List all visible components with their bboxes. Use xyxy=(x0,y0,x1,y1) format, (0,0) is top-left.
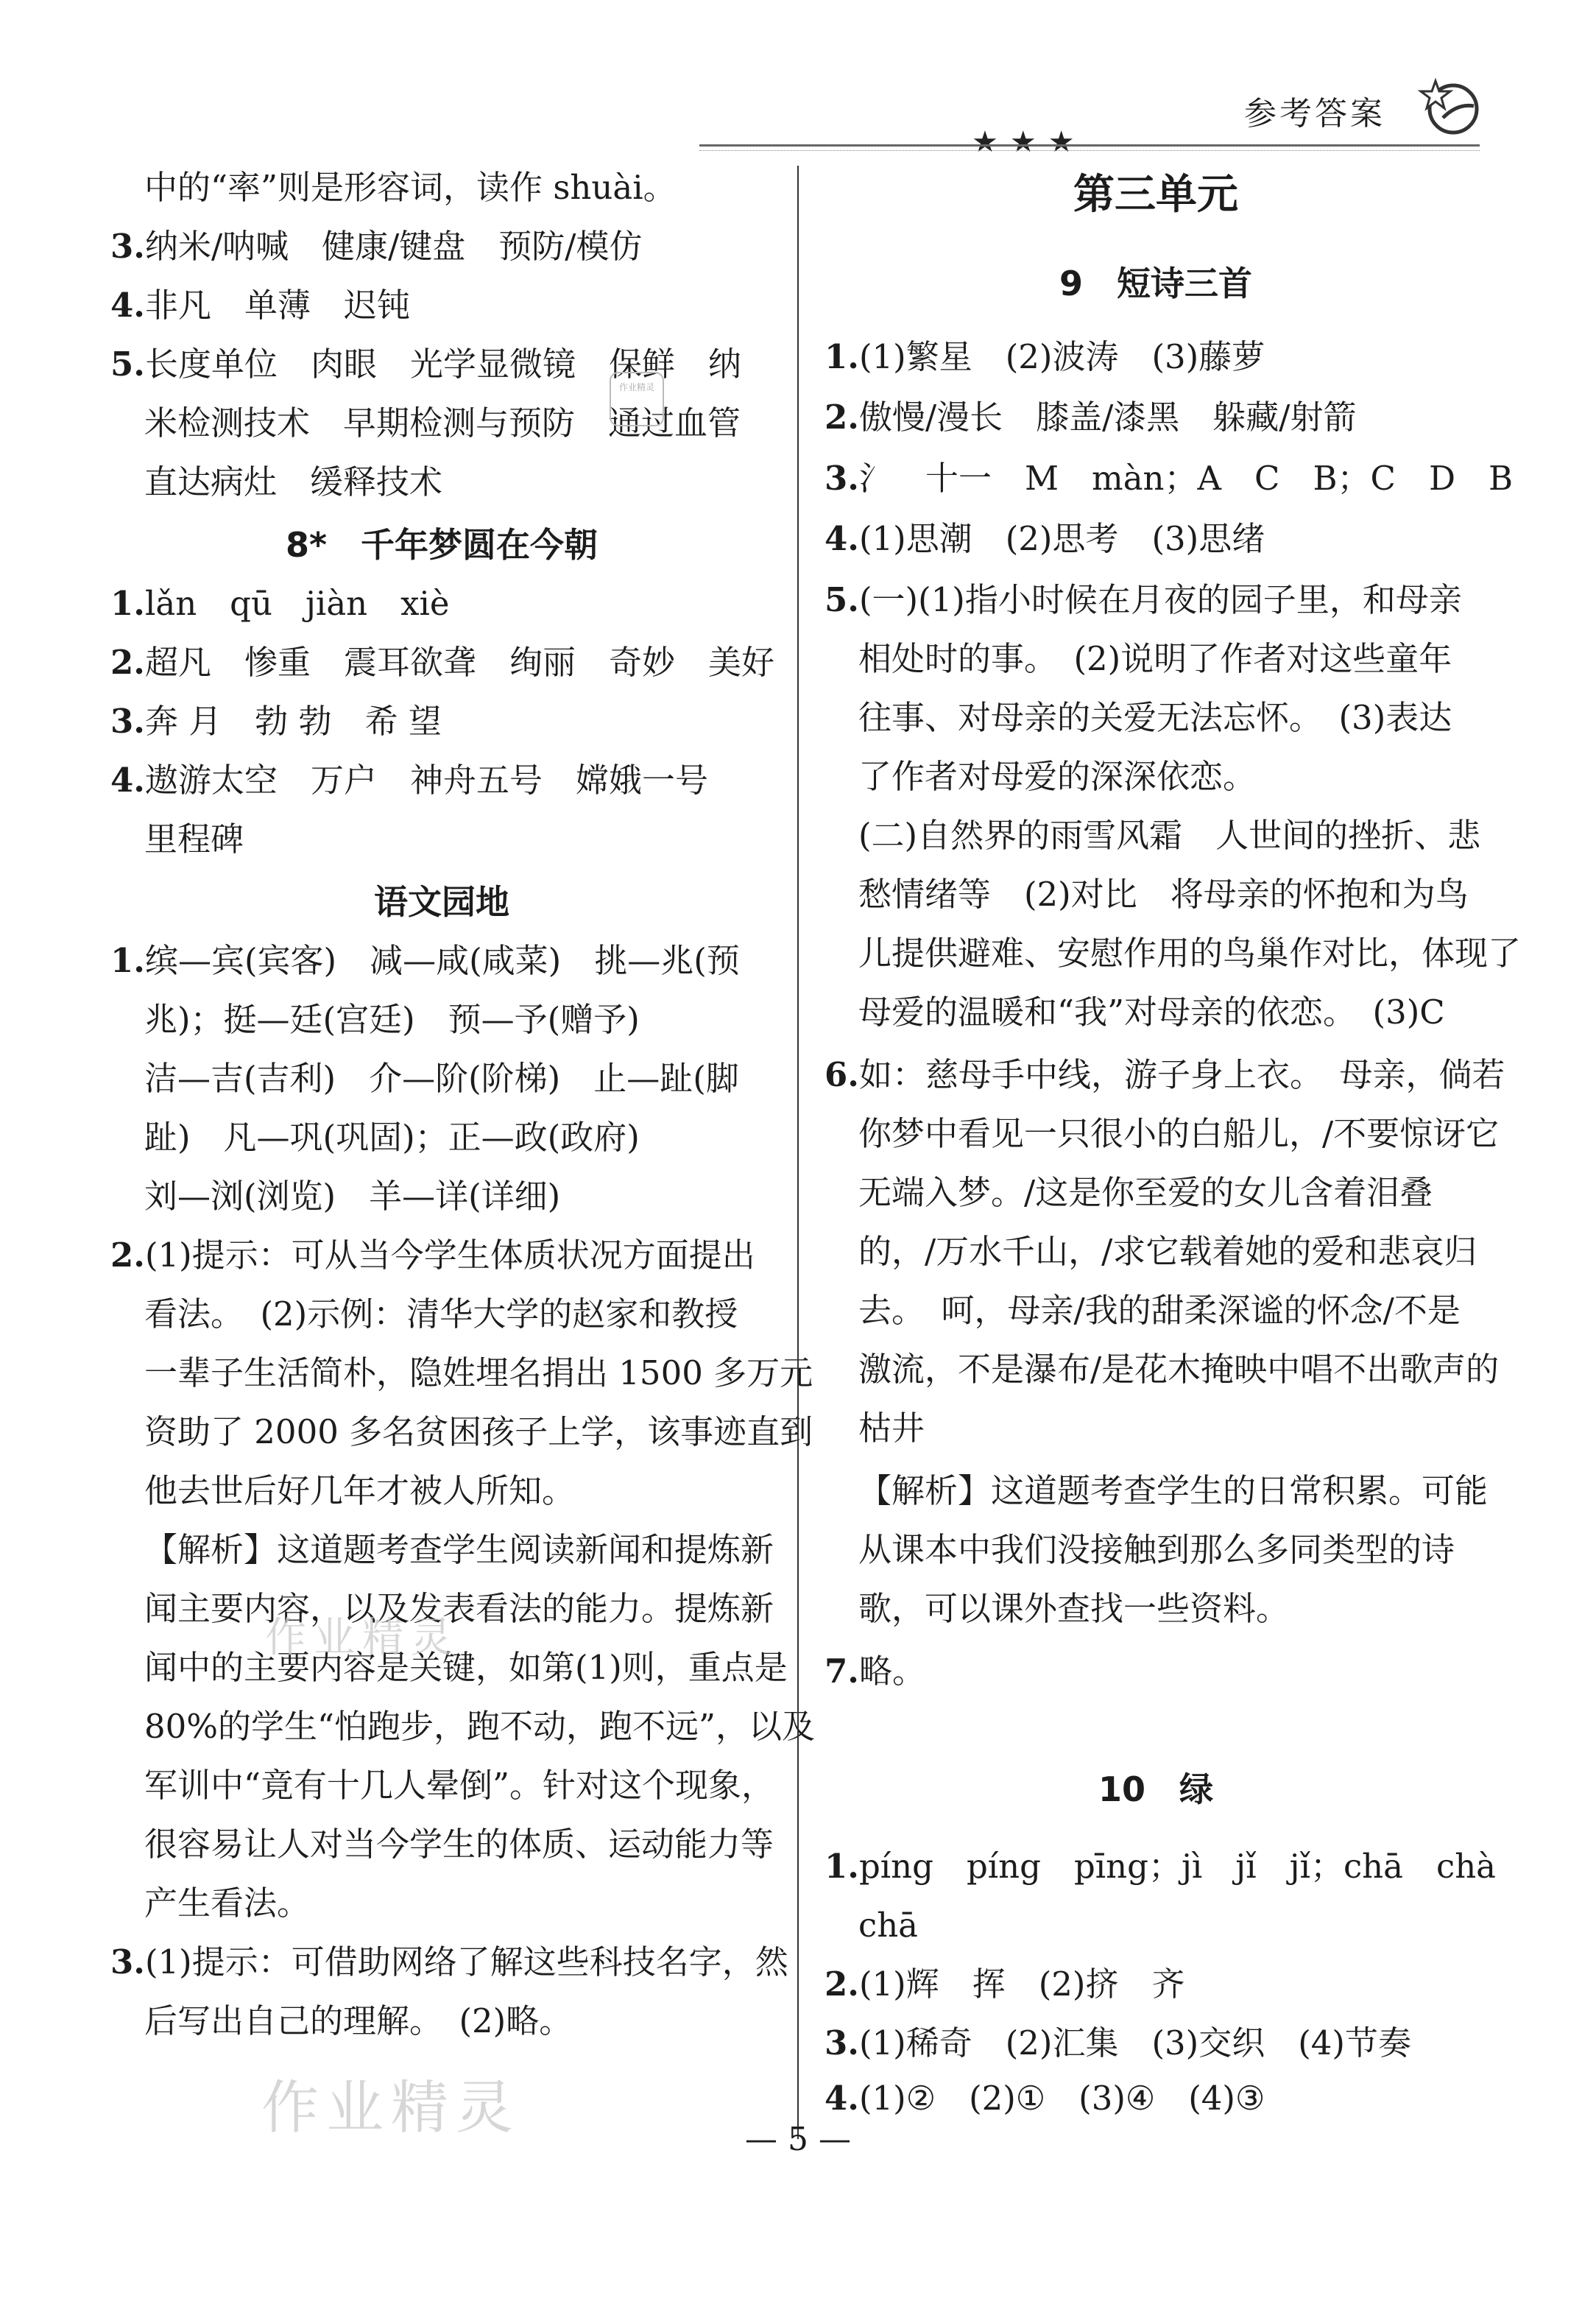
item-text: 如：慈母手中线，游子身上衣。 母亲，倘若 xyxy=(858,1055,1505,1094)
answer-line: (二)自然界的雨雪风霜 人世间的挫折、悲 xyxy=(858,816,1481,855)
answer-line: 后写出自己的理解。 (2)略。 xyxy=(144,2001,573,2040)
answer-line: 【解析】这道题考查学生阅读新闻和提炼新 xyxy=(144,1530,774,1569)
answer-item xyxy=(110,939,773,983)
answer-item xyxy=(825,395,1487,440)
answer-item xyxy=(825,1053,1505,1097)
item-text: (1)思潮 (2)思考 (3)思绪 xyxy=(858,519,1265,558)
answer-line: 枯井 xyxy=(858,1409,925,1448)
item-number: 2. xyxy=(110,643,145,682)
item-text: (1)稀奇 (2)汇集 (3)交织 (4)节奏 xyxy=(858,2023,1411,2062)
item-number: 4. xyxy=(110,286,145,325)
section-heading: 语文园地 xyxy=(374,882,509,922)
answer-line: 资助了 2000 多名贫困孩子上学，该事迹直到 xyxy=(144,1412,813,1451)
answer-line: 了作者对母爱的深深依恋。 xyxy=(858,757,1257,796)
item-text: (1)辉 挥 (2)挤 齐 xyxy=(858,1965,1185,2004)
star-figure-icon xyxy=(1413,74,1480,140)
item-text: 缤—宾(宾客) 减—咸(咸菜) 挑—兆(预 xyxy=(144,941,740,980)
answer-line: chā xyxy=(858,1906,919,1945)
item-text: (1)② (2)① (3)④ (4)③ xyxy=(858,2079,1265,2118)
answer-item xyxy=(825,457,1514,501)
item-text: 非凡 单薄 迟钝 xyxy=(144,286,410,325)
answer-line: 的，/万水千山，/求它载着她的爱和悲哀归 xyxy=(858,1232,1477,1271)
item-text: 遨游太空 万户 神舟五号 嫦娥一号 xyxy=(144,761,708,800)
answer-line: 无端入梦。/这是你至爱的女儿含着泪叠 xyxy=(858,1173,1433,1212)
item-number: 1. xyxy=(825,1847,859,1886)
answer-line: 米检测技术 早期检测与预防 通过血管 xyxy=(144,404,741,443)
item-text: (1)提示：可借助网络了解这些科技名字，然 xyxy=(144,1942,788,1981)
answer-item xyxy=(110,582,773,626)
answer-item xyxy=(825,578,1487,622)
item-number: 3. xyxy=(110,1942,145,1981)
answer-line: 往事、对母亲的关爱无法忘怀。 (3)表达 xyxy=(858,698,1452,737)
answer-line: 儿提供避难、安慰作用的鸟巢作对比，体现了 xyxy=(858,934,1522,973)
item-text: 略。 xyxy=(858,1652,925,1691)
item-number: 3. xyxy=(825,459,859,498)
item-number: 2. xyxy=(825,398,859,437)
item-number: 1. xyxy=(825,337,859,376)
answer-line: 中的“率”则是形容词，读作 shuài。 xyxy=(144,168,677,207)
section-heading: 8* 千年梦圆在今朝 xyxy=(285,525,598,565)
item-text: (1)繁星 (2)波涛 (3)藤萝 xyxy=(858,337,1265,376)
answer-item xyxy=(110,342,773,387)
answer-item xyxy=(110,641,773,685)
item-number: 4. xyxy=(825,2079,859,2118)
answer-item xyxy=(825,1649,1487,1694)
item-text: lǎn qū jiàn xiè xyxy=(144,584,450,623)
answer-line: 母爱的温暖和“我”对母亲的依恋。 (3)C xyxy=(858,993,1445,1032)
item-text: 奔 月 勃 勃 希 望 xyxy=(144,702,442,741)
item-text: 长度单位 肉眼 光学显微镜 保鲜 纳 xyxy=(144,345,741,384)
header-stars: ★★★ xyxy=(972,125,1087,159)
answer-line: 相处时的事。 (2)说明了作者对这些童年 xyxy=(858,639,1452,678)
answer-line: 趾) 凡—巩(巩固)；正—政(政府) xyxy=(144,1118,640,1157)
item-text: (1)提示：可从当今学生体质状况方面提出 xyxy=(144,1236,755,1275)
item-text: 纳米/呐喊 健康/键盘 预防/模仿 xyxy=(144,227,643,266)
item-text: 氵 十一 M màn；A C B；C D B xyxy=(858,459,1514,498)
item-number: 4. xyxy=(825,519,859,558)
answer-line: 去。 呵，母亲/我的甜柔深谧的怀念/不是 xyxy=(858,1291,1461,1330)
answer-line: 闻中的主要内容是关键，如第(1)则，重点是 xyxy=(144,1648,788,1687)
watermark-large: 作业精灵 xyxy=(261,2075,521,2141)
answer-line: 闻主要内容，以及发表看法的能力。提炼新 xyxy=(144,1589,774,1628)
section-heading: 第三单元 xyxy=(1073,171,1238,219)
answer-item xyxy=(825,1845,1497,1889)
item-number: 3. xyxy=(110,702,145,741)
item-text: píng píng pīng；jì jǐ jǐ；chā chà xyxy=(858,1847,1497,1886)
answer-line: 80%的学生“怕跑步，跑不动，跑不远”，以及 xyxy=(144,1707,816,1746)
answer-line: 里程碑 xyxy=(144,820,244,859)
column-divider xyxy=(797,166,799,2139)
answer-line: 看法。 (2)示例：清华大学的赵家和教授 xyxy=(144,1294,738,1334)
item-number: 3. xyxy=(825,2023,859,2062)
answer-line: 歌，可以课外查找一些资料。 xyxy=(858,1589,1290,1628)
item-number: 1. xyxy=(110,584,145,623)
answer-line: 刘—浏(浏览) 羊—详(详细) xyxy=(144,1177,561,1216)
answer-item xyxy=(110,225,773,269)
answer-line: 激流，不是瀑布/是花木掩映中唱不出歌声的 xyxy=(858,1350,1500,1389)
watermark-faint: 作业精灵 xyxy=(265,1614,459,1662)
section-heading: 9 短诗三首 xyxy=(1059,264,1252,303)
answer-line: 从课本中我们没接触到那么多同类型的诗 xyxy=(858,1530,1455,1569)
answer-line: 一辈子生活简朴，隐姓埋名捐出 1500 多万元 xyxy=(144,1353,813,1392)
item-number: 7. xyxy=(825,1652,859,1691)
answer-line: 直达病灶 缓释技术 xyxy=(144,462,443,501)
item-number: 4. xyxy=(110,761,145,800)
answer-line: 愁情绪等 (2)对比 将母亲的怀抱和为鸟 xyxy=(858,875,1469,914)
answer-item xyxy=(110,1233,773,1278)
answer-item xyxy=(110,283,773,328)
item-number: 1. xyxy=(110,941,145,980)
answer-line: 兆)；挺—廷(宫廷) 预—予(赠予) xyxy=(144,1000,640,1039)
header-title: 参考答案 xyxy=(1244,95,1385,133)
answer-line: 很容易让人对当今学生的体质、运动能力等 xyxy=(144,1825,774,1864)
item-text: 傲慢/漫长 膝盖/漆黑 躲藏/射箭 xyxy=(858,398,1357,437)
answer-line: 产生看法。 xyxy=(144,1884,311,1923)
answer-line: 军训中“竟有十几人晕倒”。针对这个现象， xyxy=(144,1766,775,1805)
answer-item xyxy=(825,335,1487,379)
answer-item xyxy=(110,758,773,803)
page-number: — 5 — xyxy=(745,2121,851,2158)
answer-item xyxy=(825,517,1487,561)
item-number: 3. xyxy=(110,227,145,266)
answer-item xyxy=(825,2021,1487,2065)
answer-item xyxy=(110,700,773,744)
item-number: 5. xyxy=(825,580,859,619)
answer-line: 他去世后好几年才被人所知。 xyxy=(144,1471,576,1510)
answer-item xyxy=(825,1962,1487,2007)
item-number: 6. xyxy=(825,1055,859,1094)
watermark-seal: 作业精灵 xyxy=(610,372,664,426)
item-number: 2. xyxy=(110,1236,145,1275)
section-heading: 10 绿 xyxy=(1098,1769,1213,1809)
answer-item xyxy=(825,2076,1487,2121)
answer-line: 洁—吉(吉利) 介—阶(阶梯) 止—趾(脚 xyxy=(144,1059,739,1098)
item-number: 5. xyxy=(110,345,145,384)
item-text: 超凡 惨重 震耳欲聋 绚丽 奇妙 美好 xyxy=(144,643,774,682)
item-number: 2. xyxy=(825,1965,859,2004)
header-rule xyxy=(699,144,1480,147)
answer-line: 【解析】这道题考查学生的日常积累。可能 xyxy=(858,1471,1489,1510)
header-rule-dotted xyxy=(699,150,1480,151)
answer-line: 你梦中看见一只很小的白船儿，/不要惊讶它 xyxy=(858,1114,1500,1153)
item-text: (一)(1)指小时候在月夜的园子里，和母亲 xyxy=(858,580,1462,619)
page-header xyxy=(663,74,1502,159)
answer-item xyxy=(110,1940,788,1984)
